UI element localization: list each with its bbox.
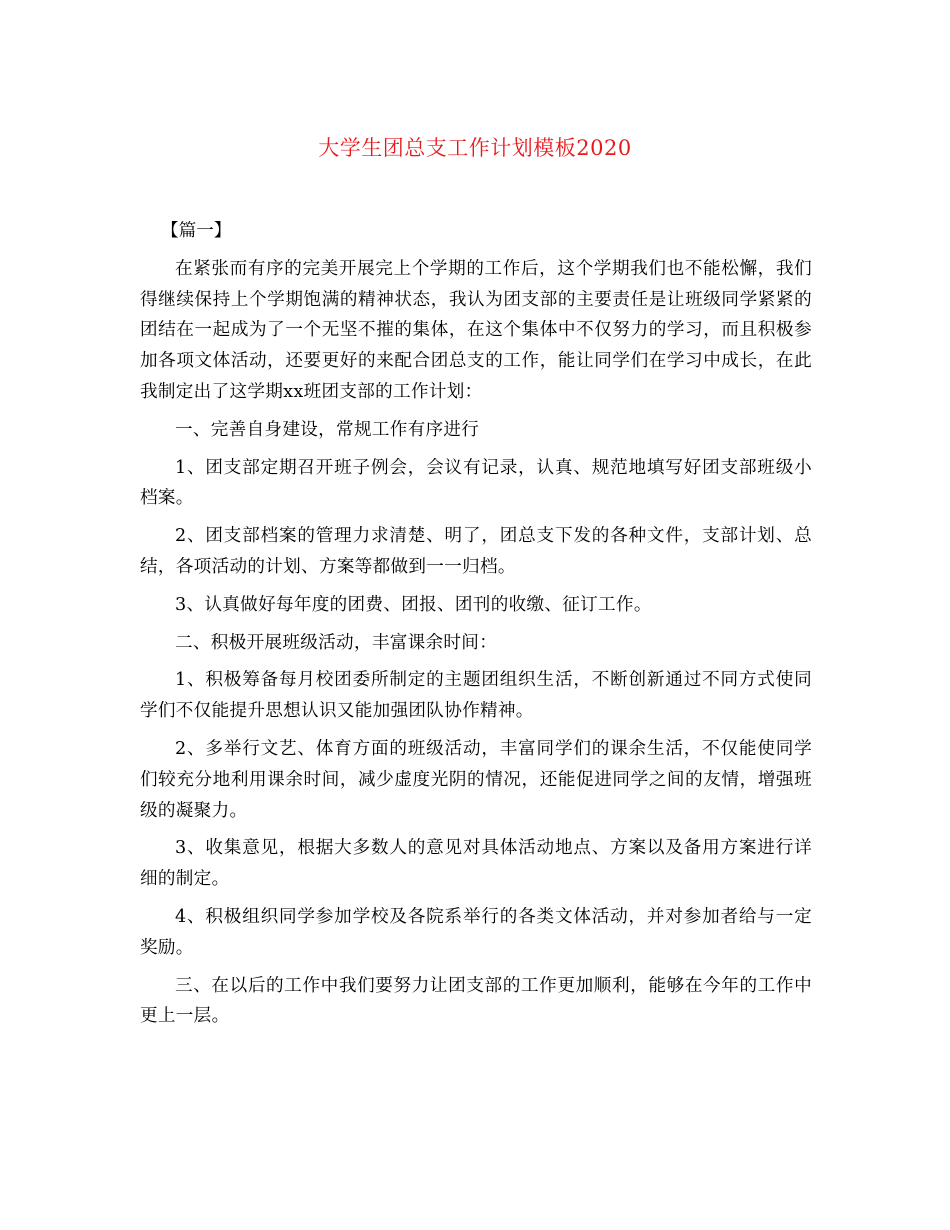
intro-paragraph: 在紧张而有序的完美开展完上个学期的工作后，这个学期我们也不能松懈，我们得继续保持上个学期饱满的精神状态，我认为团支部的主要责任是让班级同学紧紧的团结在一起成为了一个无坚不摧的集体，在这个集体中不仅努力的学习，而且积极参加各项文体活动，还要更好的来配合团总支的工作，能让同学们在学习中成长，在此我制定出了这学期xx班团支部的工作计划：: [140, 258, 812, 402]
item-2-1: 1、积极筹备每月校团委所制定的主题团组织生活，不断创新通过不同方式使同学们不仅能提升思想认识又能加强团队协作精神。: [140, 670, 812, 722]
heading-three: 三、在以后的工作中我们要努力让团支部的工作更加顺利，能够在今年的工作中更上一层。: [140, 975, 812, 1027]
item-2-4: 4、积极组织同学参加学校及各院系举行的各类文体活动，并对参加者给与一定奖励。: [140, 906, 812, 958]
heading-one: 一、完善自身建设，常规工作有序进行: [175, 419, 480, 440]
document-body: [140, 216, 812, 1039]
item-2-2: 2、多举行文艺、体育方面的班级活动，丰富同学们的课余生活，不仅能使同学们较充分地利用课余时间，减少虚度光阴的情况，还能促进同学之间的友情，增强班级的凝聚力。: [140, 738, 812, 821]
item-2-3: 3、收集意见，根据大多数人的意见对具体活动地点、方案以及备用方案进行详细的制定。: [140, 838, 812, 890]
heading-two: 二、积极开展班级活动，丰富课余时间：: [175, 632, 498, 653]
item-1-3: 3、认真做好每年度的团费、团报、团刊的收缴、征订工作。: [175, 594, 652, 615]
item-1-1: 1、团支部定期召开班子例会，会议有记录，认真、规范地填写好团支部班级小档案。: [140, 457, 812, 509]
item-1-2: 2、团支部档案的管理力求清楚、明了，团总支下发的各种文件，支部计划、总结，各项活动的计划、方案等都做到一一归档。: [140, 526, 812, 577]
document-title: 大学生团总支工作计划模板2020: [318, 136, 632, 160]
section-label: 【篇一】: [161, 221, 232, 241]
